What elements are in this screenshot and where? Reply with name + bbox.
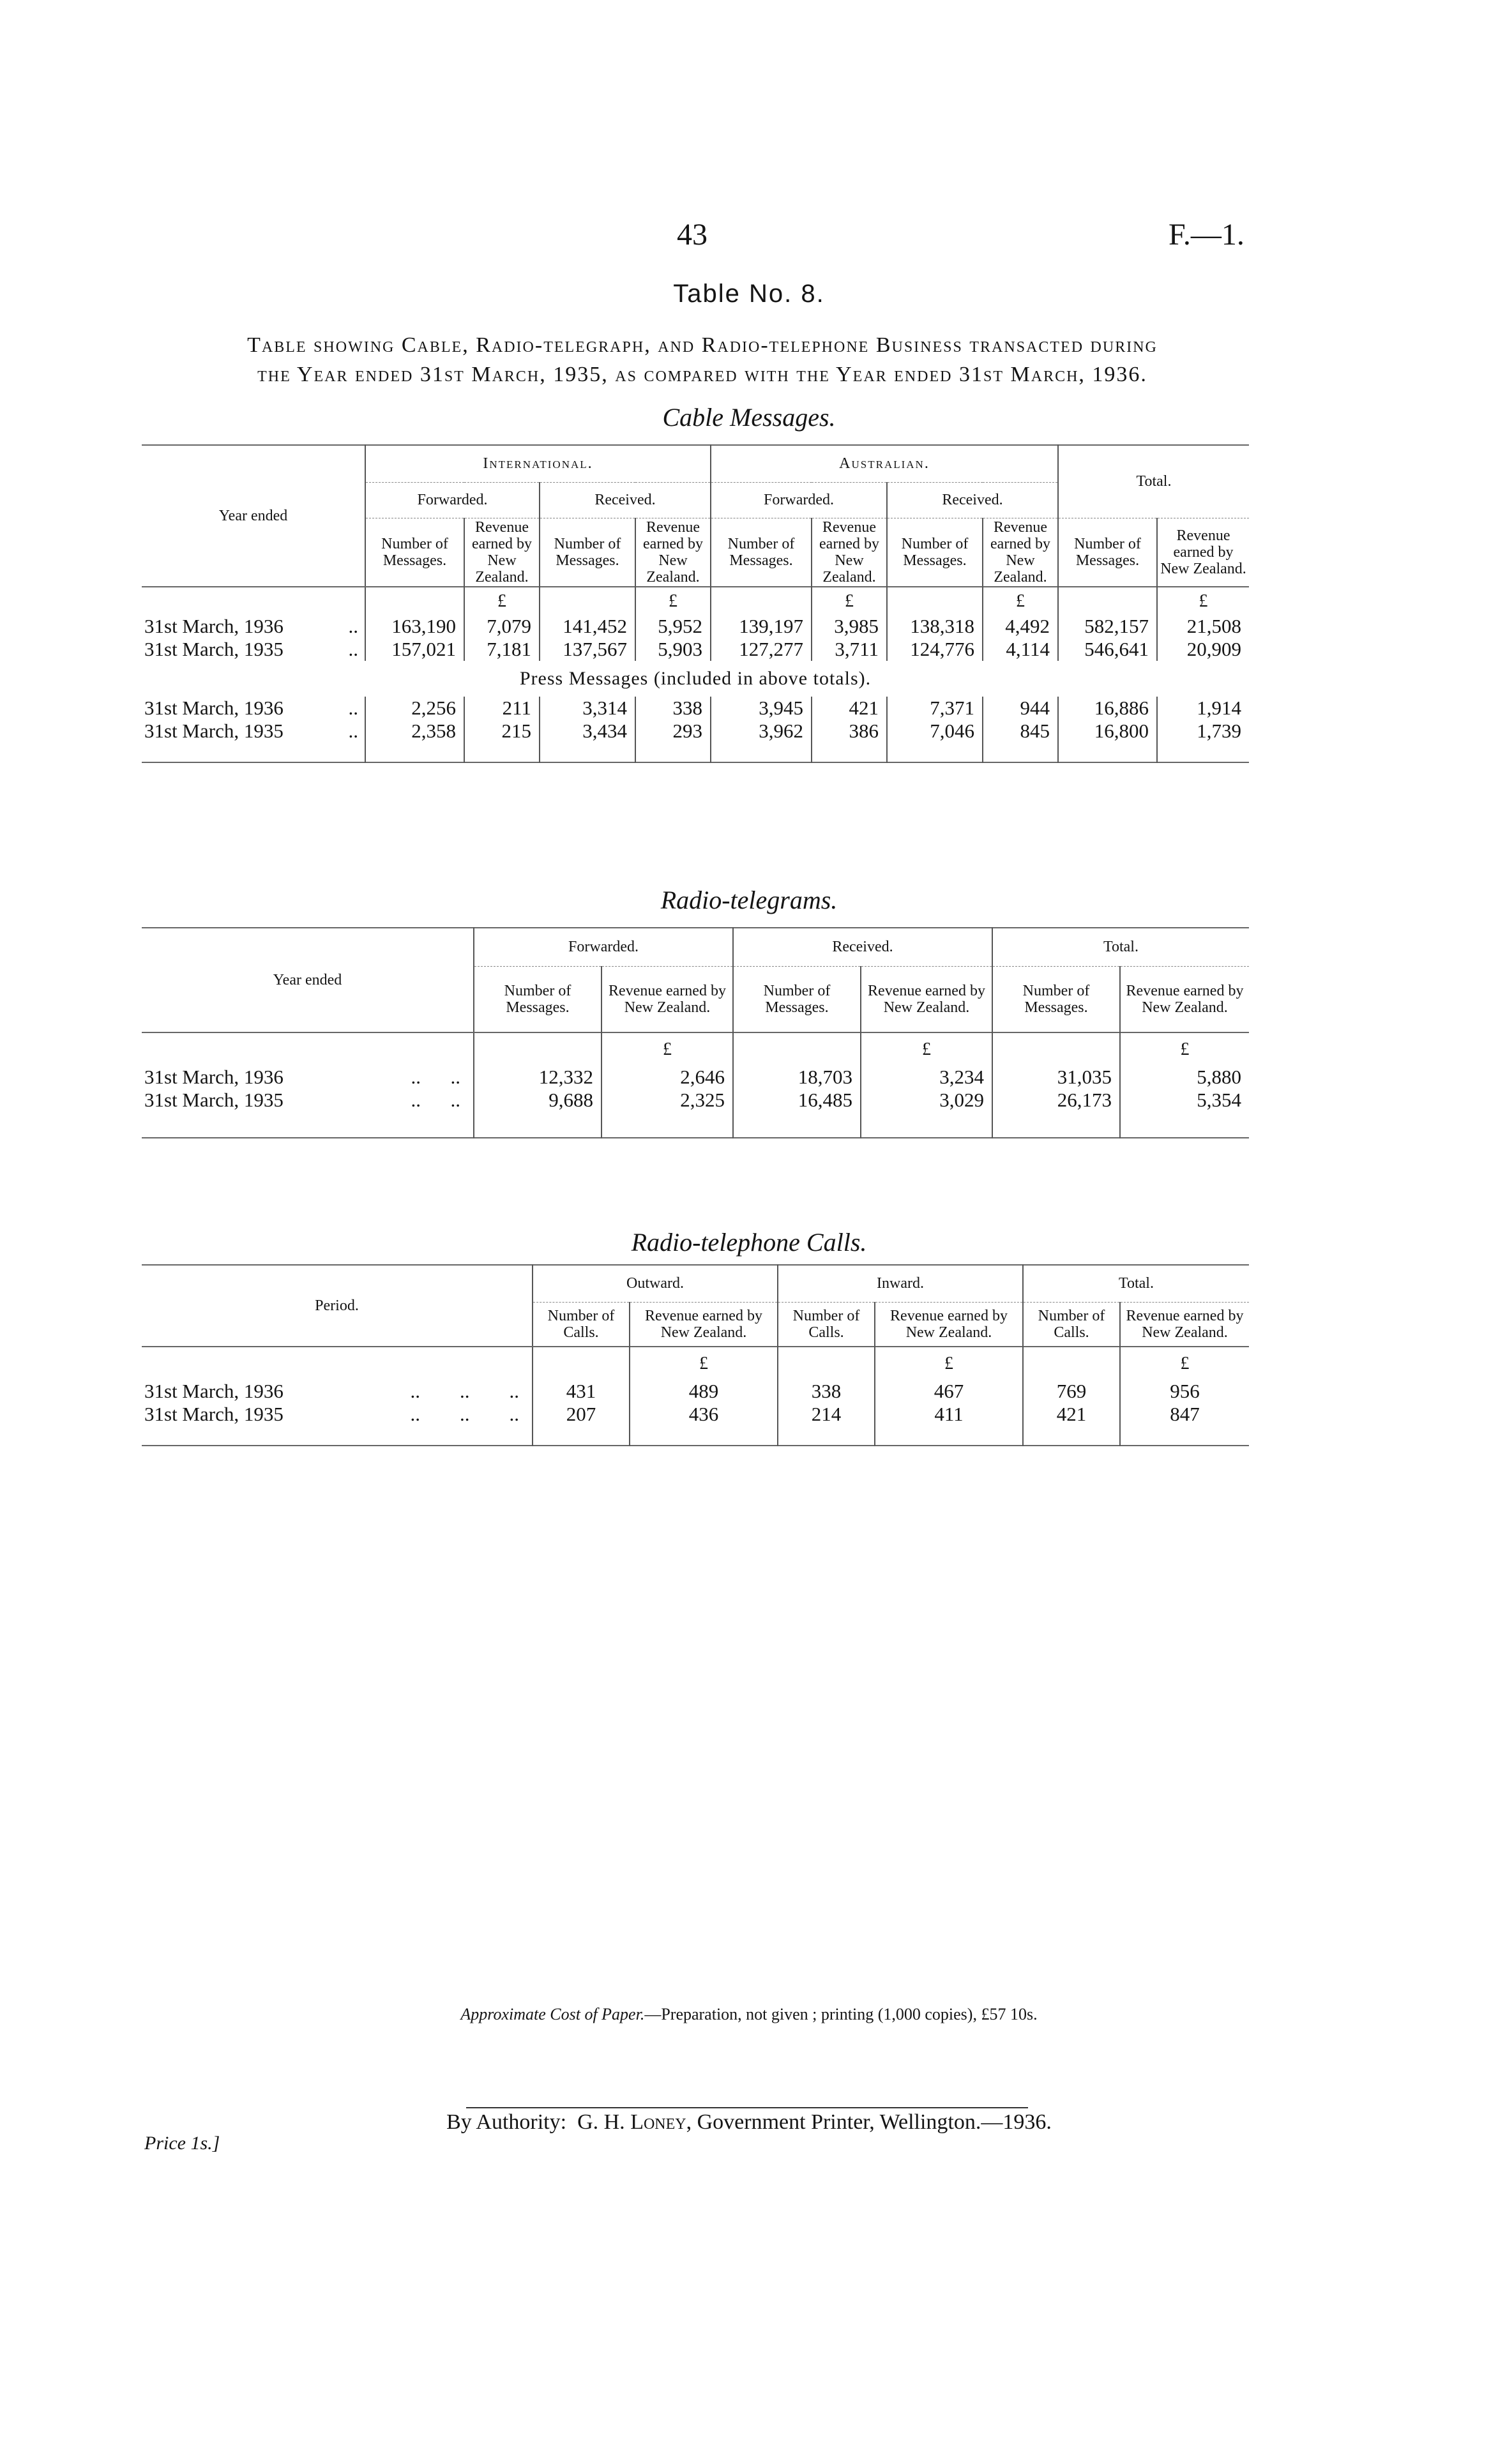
table-cell: 5,354 [1120,1089,1249,1138]
table-cell: 5,903 [635,638,711,661]
table-cell: 20,909 [1157,638,1249,661]
col-number-header: Number of Messages. [474,966,601,1032]
rtel-inward-header: Inward. [778,1265,1023,1302]
radio-telegrams-title: Radio-telegrams. [660,886,838,914]
cable-intl-received-header: Received. [540,482,711,518]
cable-intl-forwarded-header: Forwarded. [365,482,540,518]
table-cell: 5,880 [1120,1066,1249,1089]
table-cell: 16,800 [1058,720,1157,762]
press-messages-label: Press Messages (included in above totals). [519,668,872,689]
table-cell: 26,173 [992,1089,1120,1138]
row-label: 31st March, 1935 [144,638,284,660]
col-number-header: Number of Messages. [992,966,1120,1032]
table-row [142,1380,1249,1403]
pound-sign: £ [601,1032,733,1066]
printer-name: Loney [630,2110,686,2134]
table-cell: 127,277 [711,638,812,661]
col-revenue-header: Revenue earned by New Zealand. [875,1302,1023,1347]
table-cell: 3,029 [861,1089,992,1138]
cable-title: Cable Messages. [662,403,836,432]
cable-total-header: Total. [1058,445,1249,518]
row-label: 31st March, 1935 [144,1089,284,1111]
table-cell: 421 [1023,1403,1120,1446]
col-number-header: Number of Messages. [711,518,812,587]
table-cell: 411 [875,1403,1023,1446]
leader-dots: .. [348,697,358,719]
col-calls-header: Number of Calls. [778,1302,875,1347]
rtel-period-header: Period. [142,1265,533,1347]
table-cell: 3,711 [812,638,887,661]
col-revenue-header: Revenue earned by New Zealand. [630,1302,778,1347]
table-cell: 338 [635,697,711,720]
table-cell: 124,776 [887,638,983,661]
price: Price 1s.] [144,2133,220,2154]
table-cell: 467 [875,1380,1023,1403]
rt-total-header: Total. [992,928,1249,966]
cost-of-paper-note [0,2005,1498,2024]
pound-sign: £ [1120,1032,1249,1066]
leader-dots: .. [348,615,358,637]
rtel-outward-header: Outward. [533,1265,778,1302]
radio-telegrams-table [142,927,1249,1138]
table-cell: 3,234 [861,1066,992,1089]
table-cell: 2,256 [365,697,464,720]
table-row [142,697,1249,720]
table-heading [140,331,1264,389]
pound-sign: £ [812,587,887,615]
table-cell: 386 [812,720,887,762]
table-cell: 207 [533,1403,630,1446]
col-number-header: Number of Messages. [1058,518,1157,587]
table-row [142,1089,1249,1138]
row-label: 31st March, 1936 [144,615,284,637]
table-cell: 7,371 [887,697,983,720]
pound-sign: £ [875,1347,1023,1380]
pound-sign: £ [464,587,540,615]
col-revenue-header: Revenue earned by New Zealand. [635,518,711,587]
col-revenue-header: Revenue earned by New Zealand. [983,518,1058,587]
table-cell: 1,914 [1157,697,1249,720]
table-cell: 7,181 [464,638,540,661]
table-cell: 7,079 [464,615,540,638]
table-row [142,1403,1249,1446]
table-row [142,720,1249,762]
table-cell: 431 [533,1380,630,1403]
col-revenue-header: Revenue earned by New Zealand. [812,518,887,587]
pound-sign: £ [630,1347,778,1380]
col-calls-header: Number of Calls. [533,1302,630,1347]
col-number-header: Number of Messages. [540,518,635,587]
leader-dots: .. [348,638,358,660]
leader-dots: .. .. .. [410,1403,519,1425]
table-cell: 1,739 [1157,720,1249,762]
cost-label: Approximate Cost of Paper. [460,2005,645,2023]
table-cell: 2,358 [365,720,464,762]
table-cell: 847 [1120,1403,1249,1446]
table-number: Table No. 8. [673,280,825,308]
heading-line-1: Table showing Cable, Radio-telegraph, and Radio-telephone Business transacted during [247,333,1158,357]
authority-prefix: By Authority: G. H. [446,2110,631,2134]
pound-sign: £ [1120,1347,1249,1380]
table-cell: 944 [983,697,1058,720]
table-cell: 338 [778,1380,875,1403]
radio-telephone-table [142,1264,1249,1446]
col-revenue-header: Revenue earned by New Zealand. [1157,518,1249,587]
table-cell: 845 [983,720,1058,762]
printer-authority [0,2110,1498,2135]
table-cell: 157,021 [365,638,464,661]
leader-dots: .. .. [411,1089,460,1111]
table-cell: 21,508 [1157,615,1249,638]
row-label: 31st March, 1936 [144,1066,284,1088]
table-cell: 769 [1023,1380,1120,1403]
rt-forwarded-header: Forwarded. [474,928,733,966]
table-cell: 956 [1120,1380,1249,1403]
rt-year-ended-header: Year ended [142,928,474,1032]
table-cell: 3,434 [540,720,635,762]
table-cell: 546,641 [1058,638,1157,661]
table-cell: 214 [778,1403,875,1446]
col-number-header: Number of Messages. [887,518,983,587]
col-revenue-header: Revenue earned by New Zealand. [861,966,992,1032]
col-revenue-header: Revenue earned by New Zealand. [464,518,540,587]
row-label: 31st March, 1936 [144,1380,284,1402]
footer-divider [466,2107,1028,2108]
table-cell: 12,332 [474,1066,601,1089]
row-label: 31st March, 1936 [144,697,284,719]
col-calls-header: Number of Calls. [1023,1302,1120,1347]
pound-sign: £ [861,1032,992,1066]
table-cell: 211 [464,697,540,720]
rtel-total-header: Total. [1023,1265,1249,1302]
table-cell: 31,035 [992,1066,1120,1089]
series-code: F.—1. [1169,218,1245,252]
cable-aus-forwarded-header: Forwarded. [711,482,887,518]
table-cell: 2,646 [601,1066,733,1089]
cable-year-ended-header: Year ended [142,445,365,587]
table-row [142,1066,1249,1089]
cable-australian-header: Australian. [711,445,1058,482]
row-label: 31st March, 1935 [144,720,284,742]
table-cell: 4,114 [983,638,1058,661]
table-cell: 16,485 [733,1089,861,1138]
table-cell: 582,157 [1058,615,1157,638]
table-cell: 215 [464,720,540,762]
table-cell: 2,325 [601,1089,733,1138]
leader-dots: .. .. [411,1066,460,1088]
table-cell: 3,314 [540,697,635,720]
table-cell: 141,452 [540,615,635,638]
table-cell: 4,492 [983,615,1058,638]
table-cell: 16,886 [1058,697,1157,720]
pound-sign: £ [635,587,711,615]
table-cell: 5,952 [635,615,711,638]
col-revenue-header: Revenue earned by New Zealand. [1120,1302,1249,1347]
heading-line-2: the Year ended 31st March, 1935, as compared with the Year ended 31st March, 1936. [257,363,1147,386]
table-cell: 9,688 [474,1089,601,1138]
col-revenue-header: Revenue earned by New Zealand. [1120,966,1249,1032]
table-row [142,615,1249,638]
pound-sign: £ [983,587,1058,615]
table-cell: 138,318 [887,615,983,638]
table-cell: 489 [630,1380,778,1403]
table-cell: 293 [635,720,711,762]
table-cell: 421 [812,697,887,720]
table-row [142,638,1249,661]
table-cell: 3,945 [711,697,812,720]
table-cell: 7,046 [887,720,983,762]
table-cell: 436 [630,1403,778,1446]
col-number-header: Number of Messages. [733,966,861,1032]
rt-received-header: Received. [733,928,992,966]
col-revenue-header: Revenue earned by New Zealand. [601,966,733,1032]
row-label: 31st March, 1935 [144,1403,284,1425]
radio-telephone-title: Radio-telephone Calls. [631,1228,867,1257]
col-number-header: Number of Messages. [365,518,464,587]
cable-table [142,444,1249,763]
table-cell: 3,962 [711,720,812,762]
page-number: 43 [677,218,707,252]
cable-international-header: International. [365,445,711,482]
cost-text: —Preparation, not given ; printing (1,000 copies), £57 10s. [644,2005,1038,2023]
table-cell: 139,197 [711,615,812,638]
leader-dots: .. .. .. [410,1380,519,1402]
table-cell: 137,567 [540,638,635,661]
table-cell: 18,703 [733,1066,861,1089]
cable-aus-received-header: Received. [887,482,1058,518]
pound-sign: £ [1157,587,1249,615]
table-cell: 3,985 [812,615,887,638]
leader-dots: .. [348,720,358,742]
authority-suffix: , Government Printer, Wellington.—1936. [686,2110,1052,2134]
table-cell: 163,190 [365,615,464,638]
